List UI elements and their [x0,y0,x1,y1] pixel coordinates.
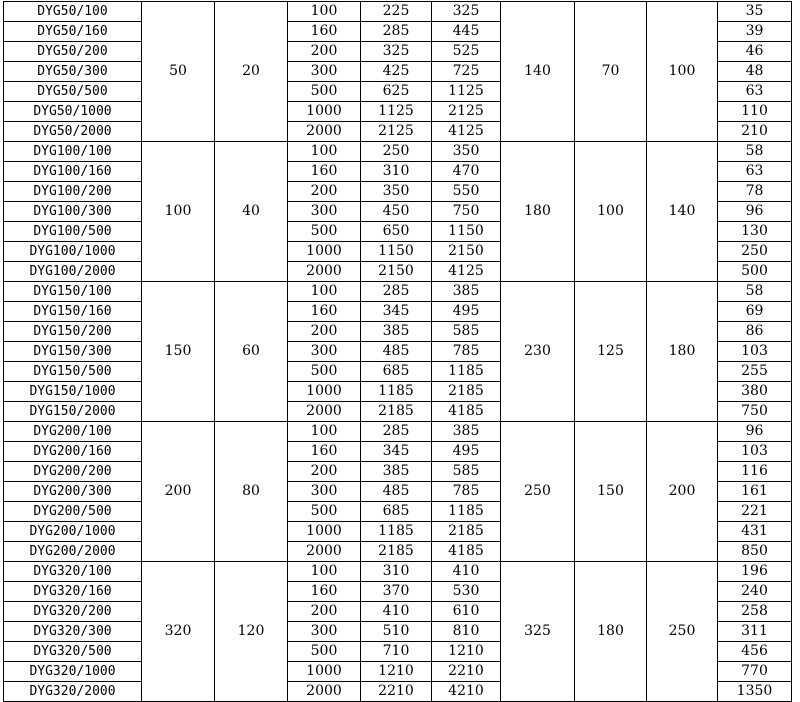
stroke-cell: 200 [288,42,361,62]
dimension-c-cell: 485 [361,342,432,362]
dimension-d-cell: 470 [432,162,501,182]
dimension-d-cell: 2150 [432,242,501,262]
stroke-cell: 2000 [288,122,361,142]
stroke-cell: 100 [288,422,361,442]
spec-table-body [4,2,792,702]
stroke-cell: 1000 [288,102,361,122]
model-cell: DYG50/300 [4,62,142,82]
model-cell: DYG100/1000 [4,242,142,262]
model-cell: DYG50/160 [4,22,142,42]
weight-cell: 258 [718,602,792,622]
dimension-c-cell: 345 [361,442,432,462]
dimension-c-cell: 1210 [361,662,432,682]
model-cell: DYG150/100 [4,282,142,302]
dimension-d-cell: 550 [432,182,501,202]
model-cell: DYG50/100 [4,2,142,22]
model-cell: DYG100/2000 [4,262,142,282]
weight-cell: 63 [718,162,792,182]
dimension-b-cell: 80 [215,422,288,562]
dimension-c-cell: 510 [361,622,432,642]
stroke-cell: 1000 [288,662,361,682]
model-cell: DYG100/160 [4,162,142,182]
dimension-d-cell: 725 [432,62,501,82]
model-cell: DYG100/300 [4,202,142,222]
weight-cell: 456 [718,642,792,662]
stroke-cell: 2000 [288,682,361,702]
dimension-c-cell: 410 [361,602,432,622]
stroke-cell: 160 [288,162,361,182]
dimension-c-cell: 1150 [361,242,432,262]
stroke-cell: 300 [288,342,361,362]
dimension-a-cell: 150 [142,282,215,422]
stroke-cell: 100 [288,282,361,302]
dimension-c-cell: 310 [361,162,432,182]
dimension-d-cell: 4185 [432,402,501,422]
weight-cell: 63 [718,82,792,102]
stroke-cell: 1000 [288,382,361,402]
dimension-c-cell: 225 [361,2,432,22]
dimension-i-cell: 180 [575,562,647,702]
dimension-d-cell: 530 [432,582,501,602]
dimension-a-cell: 200 [142,422,215,562]
weight-cell: 240 [718,582,792,602]
weight-cell: 110 [718,102,792,122]
weight-cell: 116 [718,462,792,482]
dimension-d-cell: 495 [432,442,501,462]
model-cell: DYG200/160 [4,442,142,462]
model-cell: DYG100/100 [4,142,142,162]
spec-table [3,1,792,702]
model-cell: DYG50/1000 [4,102,142,122]
weight-cell: 1350 [718,682,792,702]
model-cell: DYG320/2000 [4,682,142,702]
dimension-c-cell: 710 [361,642,432,662]
stroke-cell: 500 [288,82,361,102]
weight-cell: 380 [718,382,792,402]
model-cell: DYG150/2000 [4,402,142,422]
dimension-d-cell: 2185 [432,382,501,402]
dimension-d-cell: 610 [432,602,501,622]
weight-cell: 431 [718,522,792,542]
stroke-cell: 100 [288,562,361,582]
dimension-c-cell: 2185 [361,402,432,422]
weight-cell: 850 [718,542,792,562]
stroke-cell: 500 [288,362,361,382]
model-cell: DYG320/500 [4,642,142,662]
dimension-d-cell: 585 [432,322,501,342]
dimension-d-cell: 810 [432,622,501,642]
model-cell: DYG100/500 [4,222,142,242]
dimension-h-cell: 180 [501,142,575,282]
stroke-cell: 2000 [288,402,361,422]
model-cell: DYG200/1000 [4,522,142,542]
stroke-cell: 1000 [288,242,361,262]
dimension-a-cell: 320 [142,562,215,702]
table-row [4,142,792,162]
dimension-c-cell: 325 [361,42,432,62]
stroke-cell: 100 [288,2,361,22]
model-cell: DYG320/300 [4,622,142,642]
dimension-d-cell: 1210 [432,642,501,662]
stroke-cell: 200 [288,462,361,482]
dimension-d-cell: 2125 [432,102,501,122]
dimension-j-cell: 200 [647,422,718,562]
dimension-d-cell: 410 [432,562,501,582]
dimension-c-cell: 2185 [361,542,432,562]
dimension-c-cell: 350 [361,182,432,202]
table-row [4,562,792,582]
dimension-i-cell: 100 [575,142,647,282]
dimension-i-cell: 70 [575,2,647,142]
weight-cell: 58 [718,142,792,162]
dimension-c-cell: 285 [361,282,432,302]
stroke-cell: 160 [288,22,361,42]
weight-cell: 39 [718,22,792,42]
model-cell: DYG200/200 [4,462,142,482]
dimension-d-cell: 4125 [432,122,501,142]
model-cell: DYG100/200 [4,182,142,202]
dimension-d-cell: 325 [432,2,501,22]
table-row [4,2,792,22]
model-cell: DYG150/200 [4,322,142,342]
stroke-cell: 100 [288,142,361,162]
model-cell: DYG320/200 [4,602,142,622]
dimension-c-cell: 1185 [361,522,432,542]
model-cell: DYG150/160 [4,302,142,322]
stroke-cell: 300 [288,202,361,222]
dimension-d-cell: 1185 [432,502,501,522]
weight-cell: 103 [718,342,792,362]
dimension-i-cell: 150 [575,422,647,562]
model-cell: DYG320/1000 [4,662,142,682]
stroke-cell: 160 [288,442,361,462]
weight-cell: 196 [718,562,792,582]
model-cell: DYG200/300 [4,482,142,502]
weight-cell: 69 [718,302,792,322]
weight-cell: 750 [718,402,792,422]
weight-cell: 221 [718,502,792,522]
weight-cell: 46 [718,42,792,62]
model-cell: DYG150/1000 [4,382,142,402]
model-cell: DYG50/200 [4,42,142,62]
weight-cell: 96 [718,202,792,222]
weight-cell: 35 [718,2,792,22]
dimension-d-cell: 585 [432,462,501,482]
model-cell: DYG200/500 [4,502,142,522]
model-cell: DYG50/500 [4,82,142,102]
stroke-cell: 200 [288,182,361,202]
dimension-c-cell: 345 [361,302,432,322]
stroke-cell: 2000 [288,542,361,562]
dimension-j-cell: 250 [647,562,718,702]
weight-cell: 500 [718,262,792,282]
weight-cell: 250 [718,242,792,262]
dimension-b-cell: 120 [215,562,288,702]
dimension-c-cell: 250 [361,142,432,162]
dimension-d-cell: 2185 [432,522,501,542]
dimension-b-cell: 60 [215,282,288,422]
dimension-a-cell: 100 [142,142,215,282]
dimension-c-cell: 1125 [361,102,432,122]
model-cell: DYG50/2000 [4,122,142,142]
dimension-c-cell: 370 [361,582,432,602]
dimension-d-cell: 385 [432,282,501,302]
dimension-d-cell: 1150 [432,222,501,242]
dimension-c-cell: 450 [361,202,432,222]
weight-cell: 210 [718,122,792,142]
dimension-d-cell: 1125 [432,82,501,102]
stroke-cell: 500 [288,642,361,662]
weight-cell: 311 [718,622,792,642]
stroke-cell: 160 [288,582,361,602]
dimension-d-cell: 785 [432,342,501,362]
dimension-h-cell: 325 [501,562,575,702]
table-row [4,282,792,302]
stroke-cell: 200 [288,322,361,342]
dimension-c-cell: 310 [361,562,432,582]
dimension-b-cell: 20 [215,2,288,142]
dimension-b-cell: 40 [215,142,288,282]
dimension-d-cell: 385 [432,422,501,442]
dimension-d-cell: 4125 [432,262,501,282]
dimension-c-cell: 650 [361,222,432,242]
weight-cell: 770 [718,662,792,682]
stroke-cell: 160 [288,302,361,322]
dimension-c-cell: 685 [361,362,432,382]
weight-cell: 86 [718,322,792,342]
dimension-d-cell: 445 [432,22,501,42]
stroke-cell: 1000 [288,522,361,542]
dimension-c-cell: 685 [361,502,432,522]
model-cell: DYG320/100 [4,562,142,582]
stroke-cell: 2000 [288,262,361,282]
dimension-c-cell: 2150 [361,262,432,282]
dimension-d-cell: 4210 [432,682,501,702]
dimension-i-cell: 125 [575,282,647,422]
dimension-d-cell: 785 [432,482,501,502]
weight-cell: 58 [718,282,792,302]
dimension-d-cell: 4185 [432,542,501,562]
dimension-d-cell: 350 [432,142,501,162]
model-cell: DYG200/2000 [4,542,142,562]
model-cell: DYG150/300 [4,342,142,362]
dimension-h-cell: 140 [501,2,575,142]
stroke-cell: 300 [288,482,361,502]
model-cell: DYG320/160 [4,582,142,602]
weight-cell: 130 [718,222,792,242]
weight-cell: 96 [718,422,792,442]
dimension-d-cell: 2210 [432,662,501,682]
dimension-j-cell: 140 [647,142,718,282]
dimension-h-cell: 230 [501,282,575,422]
dimension-j-cell: 100 [647,2,718,142]
dimension-c-cell: 385 [361,462,432,482]
dimension-c-cell: 2125 [361,122,432,142]
dimension-c-cell: 385 [361,322,432,342]
weight-cell: 78 [718,182,792,202]
model-cell: DYG150/500 [4,362,142,382]
dimension-c-cell: 285 [361,422,432,442]
weight-cell: 161 [718,482,792,502]
weight-cell: 103 [718,442,792,462]
dimension-d-cell: 1185 [432,362,501,382]
weight-cell: 255 [718,362,792,382]
dimension-d-cell: 525 [432,42,501,62]
dimension-c-cell: 1185 [361,382,432,402]
weight-cell: 48 [718,62,792,82]
stroke-cell: 500 [288,222,361,242]
dimension-a-cell: 50 [142,2,215,142]
dimension-d-cell: 495 [432,302,501,322]
dimension-c-cell: 485 [361,482,432,502]
table-row [4,422,792,442]
dimension-c-cell: 425 [361,62,432,82]
dimension-j-cell: 180 [647,282,718,422]
dimension-c-cell: 625 [361,82,432,102]
dimension-c-cell: 285 [361,22,432,42]
model-cell: DYG200/100 [4,422,142,442]
dimension-h-cell: 250 [501,422,575,562]
stroke-cell: 300 [288,622,361,642]
stroke-cell: 200 [288,602,361,622]
dimension-d-cell: 750 [432,202,501,222]
dimension-c-cell: 2210 [361,682,432,702]
stroke-cell: 500 [288,502,361,522]
stroke-cell: 300 [288,62,361,82]
